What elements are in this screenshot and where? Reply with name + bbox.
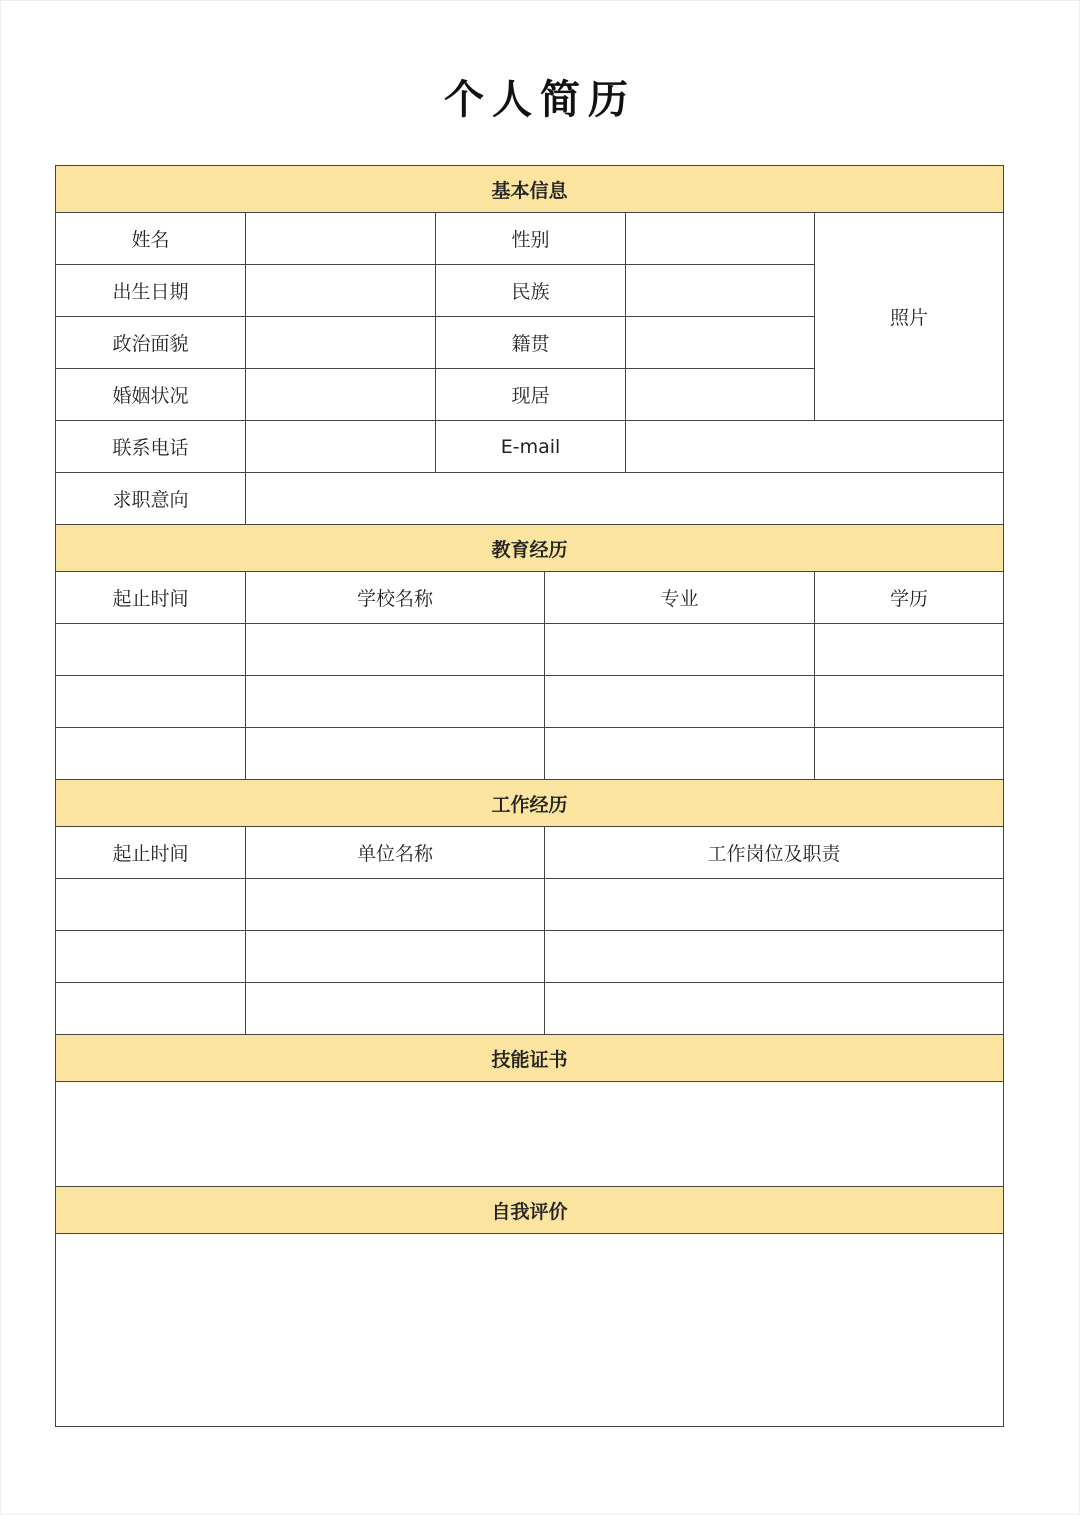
edu-header-period: 起止时间 <box>56 572 246 624</box>
label-political: 政治面貌 <box>56 317 246 369</box>
label-marital: 婚姻状况 <box>56 369 246 421</box>
label-birth: 出生日期 <box>56 265 246 317</box>
edu-cell-school[interactable] <box>246 624 545 676</box>
label-phone: 联系电话 <box>56 421 246 473</box>
edu-cell-major[interactable] <box>545 676 815 728</box>
row-intent <box>56 473 1004 525</box>
work-cell-duties[interactable] <box>545 879 1004 931</box>
section-header-basic: 基本信息 <box>56 166 1004 213</box>
photo-box[interactable]: 照片 <box>815 213 1004 421</box>
work-header-row <box>56 827 1004 879</box>
label-intent: 求职意向 <box>56 473 246 525</box>
work-cell-duties[interactable] <box>545 983 1004 1035</box>
label-name: 姓名 <box>56 213 246 265</box>
edu-cell-degree[interactable] <box>815 728 1004 780</box>
edu-cell-school[interactable] <box>246 728 545 780</box>
section-row-work <box>56 780 1004 827</box>
label-email: E-mail <box>436 421 626 473</box>
skills-field[interactable] <box>56 1082 1004 1187</box>
edu-header-major: 专业 <box>545 572 815 624</box>
work-header-company: 单位名称 <box>246 827 545 879</box>
field-hometown[interactable] <box>626 317 815 369</box>
label-residence: 现居 <box>436 369 626 421</box>
work-cell-company[interactable] <box>246 983 545 1035</box>
edu-cell-degree[interactable] <box>815 676 1004 728</box>
field-marital[interactable] <box>246 369 436 421</box>
education-row <box>56 676 1004 728</box>
work-header-duties: 工作岗位及职责 <box>545 827 1004 879</box>
edu-cell-period[interactable] <box>56 728 246 780</box>
work-cell-period[interactable] <box>56 879 246 931</box>
work-row <box>56 931 1004 983</box>
resume-table <box>55 165 1004 1427</box>
work-row <box>56 879 1004 931</box>
row-phone <box>56 421 1004 473</box>
field-email[interactable] <box>626 421 1004 473</box>
edu-cell-major[interactable] <box>545 728 815 780</box>
work-cell-company[interactable] <box>246 879 545 931</box>
self-row <box>56 1234 1004 1427</box>
skills-row <box>56 1082 1004 1187</box>
self-evaluation-field[interactable] <box>56 1234 1004 1427</box>
section-header-skills: 技能证书 <box>56 1035 1004 1082</box>
section-row-basic <box>56 166 1004 213</box>
work-header-period: 起止时间 <box>56 827 246 879</box>
work-cell-period[interactable] <box>56 983 246 1035</box>
label-hometown: 籍贯 <box>436 317 626 369</box>
education-header-row <box>56 572 1004 624</box>
edu-cell-school[interactable] <box>246 676 545 728</box>
field-name[interactable] <box>246 213 436 265</box>
section-row-self <box>56 1187 1004 1234</box>
field-phone[interactable] <box>246 421 436 473</box>
edu-cell-period[interactable] <box>56 676 246 728</box>
edu-cell-period[interactable] <box>56 624 246 676</box>
section-header-education: 教育经历 <box>56 525 1004 572</box>
field-political[interactable] <box>246 317 436 369</box>
work-cell-duties[interactable] <box>545 931 1004 983</box>
education-row <box>56 728 1004 780</box>
education-row <box>56 624 1004 676</box>
work-cell-company[interactable] <box>246 931 545 983</box>
edu-cell-degree[interactable] <box>815 624 1004 676</box>
section-header-self: 自我评价 <box>56 1187 1004 1234</box>
field-birth[interactable] <box>246 265 436 317</box>
field-residence[interactable] <box>626 369 815 421</box>
page-title: 个人简历 <box>444 77 636 123</box>
section-row-education <box>56 525 1004 572</box>
label-ethnicity: 民族 <box>436 265 626 317</box>
work-cell-period[interactable] <box>56 931 246 983</box>
edu-cell-major[interactable] <box>545 624 815 676</box>
field-ethnicity[interactable] <box>626 265 815 317</box>
label-gender: 性别 <box>436 213 626 265</box>
section-header-work: 工作经历 <box>56 780 1004 827</box>
field-intent[interactable] <box>246 473 1004 525</box>
field-gender[interactable] <box>626 213 815 265</box>
edu-header-school: 学校名称 <box>246 572 545 624</box>
work-row <box>56 983 1004 1035</box>
edu-header-degree: 学历 <box>815 572 1004 624</box>
section-row-skills <box>56 1035 1004 1082</box>
row-name <box>56 213 1004 265</box>
